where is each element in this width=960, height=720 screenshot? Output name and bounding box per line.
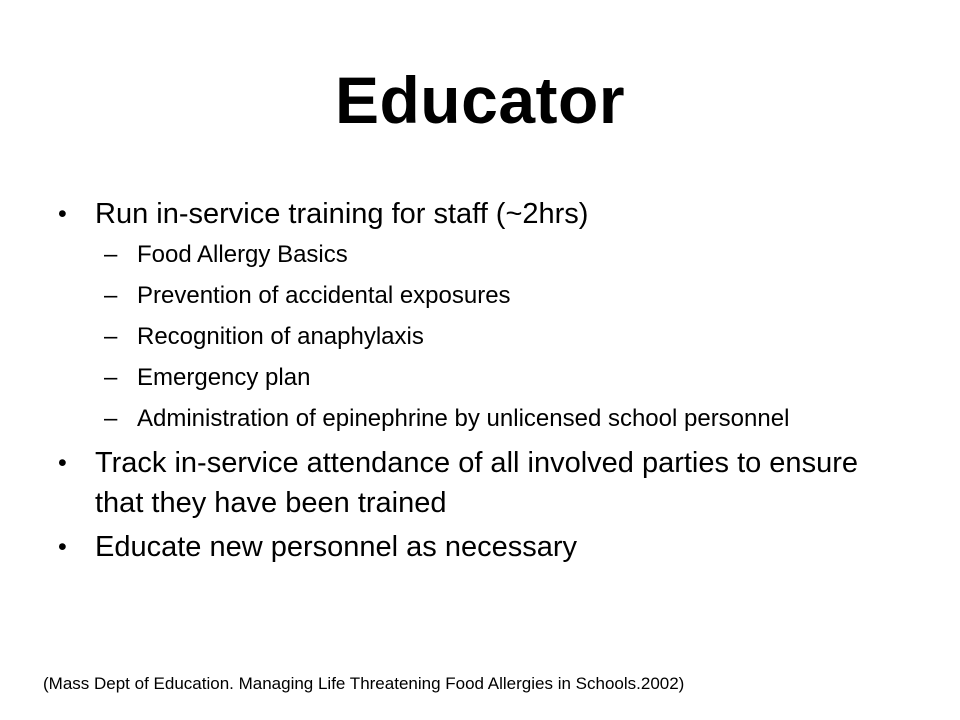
bullet-icon: • [58,200,67,228]
bullet-item [58,527,908,567]
bullet-item [58,443,908,523]
dash-icon: – [104,364,118,391]
citation: (Mass Dept of Education. Managing Life Threatening Food Allergies in Schools.2002) [43,674,685,693]
sub-bullet-item [58,402,908,435]
bullet-icon: • [58,449,67,477]
dash-icon: – [104,405,118,432]
sub-bullet-item [58,361,908,394]
sub-bullet-text: Food Allergy Basics [137,241,348,268]
dash-icon: – [104,241,118,268]
sub-bullet-list [58,238,908,435]
bullet-icon: • [58,533,67,561]
sub-bullet-item [58,279,908,312]
sub-bullet-text: Prevention of accidental exposures [137,282,511,309]
bullet-text: Track in-service attendance of all involved parties to ensure that they have been trained [95,447,858,519]
sub-bullet-item [58,238,908,271]
sub-bullet-text: Administration of epinephrine by unlicensed school personnel [137,405,790,432]
sub-bullet-text: Recognition of anaphylaxis [137,323,424,350]
dash-icon: – [104,323,118,350]
dash-icon: – [104,282,118,309]
sub-bullet-item [58,320,908,353]
sub-bullet-text: Emergency plan [137,364,311,391]
slide-title: Educator [334,63,626,137]
bullet-list [58,194,908,571]
bullet-text: Educate new personnel as necessary [95,531,578,563]
bullet-text: Run in-service training for staff (~2hrs) [95,198,589,230]
bullet-item [58,194,908,234]
